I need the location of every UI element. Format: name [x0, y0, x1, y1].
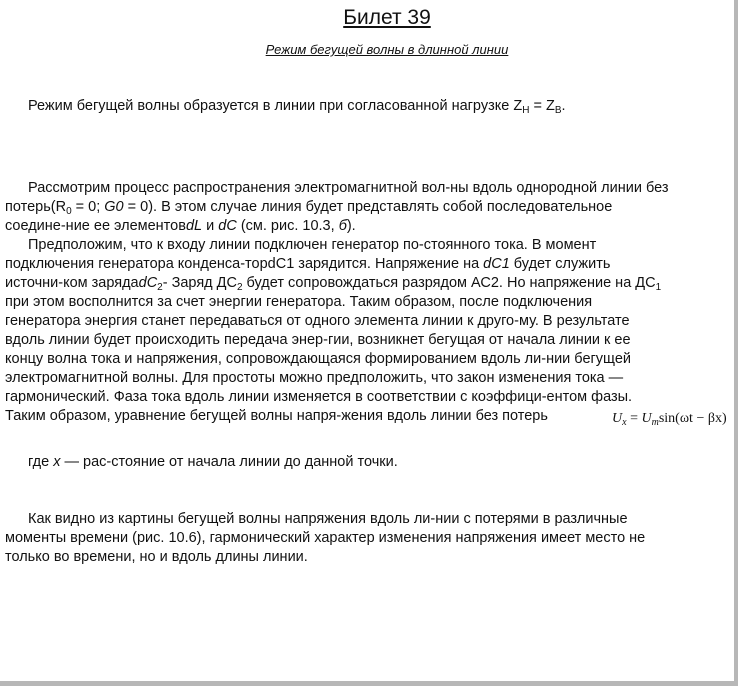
p2-l3a: соедине-ние ее элементов	[5, 218, 186, 234]
p1-text: Режим бегущей волны образуется в линии при согласованной нагрузке Z	[28, 98, 523, 114]
p2-l3b: dL	[185, 218, 203, 234]
wave-equation-formula	[612, 411, 727, 427]
p5-line-1: Как видно из картины бегущей волны напряжения вдоль ли-нии с потерями в различные	[28, 511, 628, 527]
p2-l3e: (см. рис. 10.3,	[236, 218, 339, 234]
p5-line-3: только во времени, но и вдоль длины линии.	[5, 549, 308, 565]
p3-l2d: будет служить	[509, 256, 611, 272]
page-title: Билет 39	[343, 6, 431, 29]
p4-b: х	[53, 454, 61, 470]
p5-line-2: моменты времени (рис. 10.6), гармонический характер изменения напряжения имеет место не	[5, 530, 646, 546]
formula-rest: sin(ωt − βx)	[658, 411, 727, 426]
paragraph-4	[5, 453, 741, 472]
paragraph-1-line	[5, 97, 741, 116]
p3-line-8: электромагнитной волны. Для простоты можно предположить, что закон изменения тока —	[5, 370, 624, 386]
p3-l3d: - Заряд ДС	[162, 275, 237, 291]
p2-line-2	[5, 198, 741, 217]
p1-sub-h: Н	[522, 105, 530, 116]
p4-c: — рас-стояние от начала линии до данной точки.	[60, 454, 398, 470]
p3-l2a: подключения генератора конденса-торd	[5, 256, 276, 272]
p3-l3a: источни-ком заряда	[5, 275, 139, 291]
paragraph-5	[5, 510, 741, 567]
p4-a: где	[28, 454, 54, 470]
p3-line-9: гармонический. Фаза тока вдоль линии изменяется в соответствии с коэффици-ентом фазы.	[5, 389, 633, 405]
p2-l2c: = 0;	[71, 199, 105, 215]
paragraph-1	[5, 97, 741, 116]
p1-end: .	[561, 98, 566, 114]
formula-eq: =	[626, 411, 642, 426]
formula-u2: U	[641, 411, 652, 426]
formula-sub-x: x	[622, 417, 627, 428]
p2-l3d: dC	[218, 218, 237, 234]
p2-l3c: и	[202, 218, 219, 234]
paragraph-3	[5, 236, 741, 426]
paragraph-2	[5, 179, 741, 236]
formula-sub-m: m	[651, 417, 659, 428]
p1-sub-b: B	[554, 105, 562, 116]
page-subtitle: Режим бегущей волны в длинной линии	[265, 42, 509, 57]
p1-eq: = Z	[529, 98, 555, 114]
p3-l3f: будет сопровождаться разрядом АС2. Но напряжение на ДС	[242, 275, 656, 291]
formula-u: U	[612, 411, 623, 426]
p3-l3e: 2	[236, 282, 243, 293]
p2-l2e: = 0). В этом случае линия будет представлять собой последовательное	[123, 199, 613, 215]
p3-line-6: вдоль линии будет происходить передача энер-гии, возникнет бегущая от начала линии к ее	[5, 332, 631, 348]
p4-line	[5, 453, 741, 472]
p3-line-1: Предположим, что к входу линии подключен генератор по-стоянного тока. В момент	[28, 237, 597, 253]
p2-l3f: б	[338, 218, 347, 234]
p3-l3c: 2	[157, 282, 163, 293]
p3-l2c: dC1	[483, 256, 510, 272]
p3-l3b: dC	[138, 275, 158, 291]
p3-l2b: C1 зарядится. Напряжение на	[275, 256, 484, 272]
p3-l3g: 1	[655, 282, 662, 293]
p3-line-7: концу волна тока и напряжения, сопровождающаяся формированием вдоль ли-нии бегущей	[5, 351, 631, 367]
p2-l2b: 0	[66, 206, 72, 217]
p3-line-4: при этом восполнится за счет энергии генератора. Таким образом, после подключения	[5, 294, 593, 310]
p3-line-10: Таким образом, уравнение бегущей волны напря-жения вдоль линии без потерь	[5, 408, 548, 424]
p3-line-2	[5, 255, 741, 274]
p2-l2a: потерь(R	[5, 199, 67, 215]
p2-l3g: ).	[346, 218, 356, 234]
p2-line-1: Рассмотрим процесс распространения электромагнитной вол-ны вдоль однородной линии без	[28, 180, 669, 196]
p2-l2d: G0	[104, 199, 124, 215]
p2-line-3	[5, 217, 741, 236]
p3-line-5: генератора энергия станет передаваться от одного элемента линии к друго-му. В результате	[5, 313, 630, 329]
p3-line-3	[5, 274, 741, 293]
